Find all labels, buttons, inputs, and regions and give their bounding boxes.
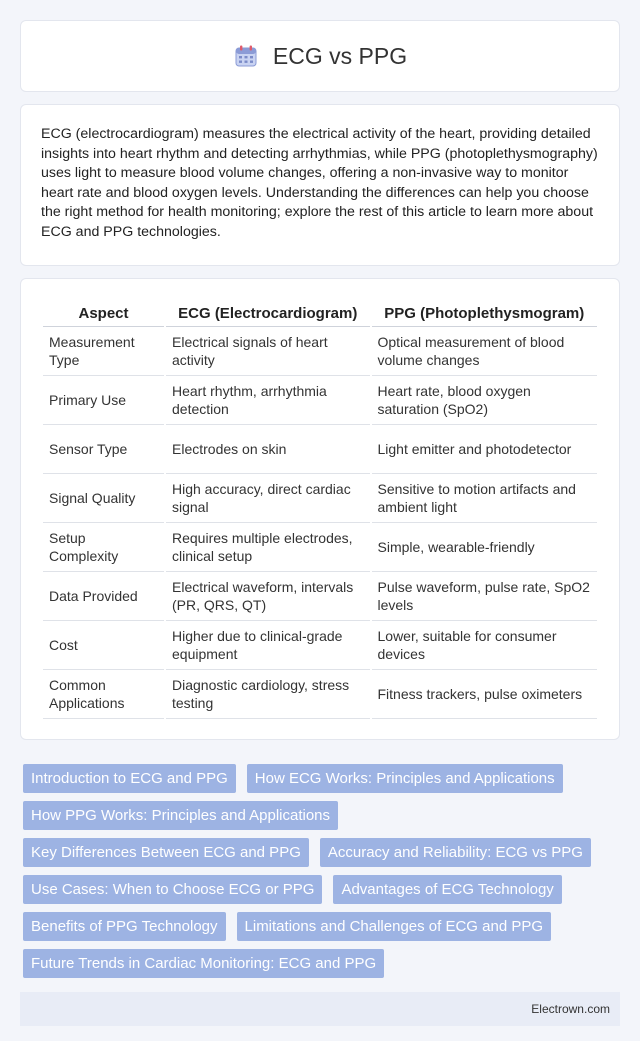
topic-link[interactable]: Accuracy and Reliability: ECG vs PPG — [320, 838, 591, 867]
topic-link[interactable]: Benefits of PPG Technology — [23, 912, 226, 941]
topic-link[interactable]: Advantages of ECG Technology — [333, 875, 561, 904]
cell-aspect: Primary Use — [43, 376, 164, 425]
cell-aspect: Signal Quality — [43, 474, 164, 523]
cell-ecg: Electrical signals of heart activity — [166, 327, 370, 376]
cell-ecg: Heart rhythm, arrhythmia detection — [166, 376, 370, 425]
topic-link[interactable]: Limitations and Challenges of ECG and PPG — [237, 912, 552, 941]
intro-section — [20, 104, 620, 266]
topic-link[interactable]: How PPG Works: Principles and Applications — [23, 801, 338, 830]
page-header — [20, 20, 620, 92]
cell-ppg: Sensitive to motion artifacts and ambient light — [372, 474, 598, 523]
topic-link[interactable]: How ECG Works: Principles and Applications — [247, 764, 563, 793]
page-title: ECG vs PPG — [272, 42, 408, 69]
column-header-ecg: ECG (Electrocardiogram) — [166, 299, 370, 327]
intro-text: ECG (electrocardiogram) measures the electrical activity of the heart, providing detailed insights into heart rhythm and detecting arrhythmias, while PPG (photoplethysmography) uses light to measure blood volume changes, offering a non-invasive way to monitor heart rate and blood oxygen levels. Understanding the differences can help you choose the right method for health monitoring; explore the rest of this article to learn more about ECG and PPG technologies. — [41, 126, 598, 240]
table-row — [43, 572, 597, 621]
table-header-row — [43, 299, 597, 327]
cell-aspect: Sensor Type — [43, 425, 164, 474]
cell-ppg: Lower, suitable for consumer devices — [372, 621, 598, 670]
cell-ppg: Light emitter and photodetector — [372, 425, 598, 474]
cell-ppg: Simple, wearable-friendly — [372, 523, 598, 572]
footer — [20, 992, 620, 1026]
cell-aspect: Common Applications — [43, 670, 164, 719]
table-row — [43, 327, 597, 376]
cell-ecg: Diagnostic cardiology, stress testing — [166, 670, 370, 719]
topic-link[interactable]: Use Cases: When to Choose ECG or PPG — [23, 875, 322, 904]
table-row — [43, 621, 597, 670]
calendar-icon — [233, 43, 259, 69]
cell-aspect: Measurement Type — [43, 327, 164, 376]
topic-link[interactable]: Future Trends in Cardiac Monitoring: ECG and PPG — [23, 949, 384, 978]
cell-ecg: Higher due to clinical-grade equipment — [166, 621, 370, 670]
cell-aspect: Data Provided — [43, 572, 164, 621]
column-header-ppg: PPG (Photoplethysmogram) — [372, 299, 598, 327]
comparison-table — [41, 299, 599, 719]
cell-ppg: Pulse waveform, pulse rate, SpO2 levels — [372, 572, 598, 621]
table-row — [43, 425, 597, 474]
cell-aspect: Setup Complexity — [43, 523, 164, 572]
footer-site[interactable]: Electrown.com — [531, 1001, 610, 1016]
comparison-table-card — [20, 278, 620, 740]
table-row — [43, 670, 597, 719]
cell-ppg: Optical measurement of blood volume changes — [372, 327, 598, 376]
cell-ecg: Requires multiple electrodes, clinical setup — [166, 523, 370, 572]
cell-ecg: High accuracy, direct cardiac signal — [166, 474, 370, 523]
column-header-aspect: Aspect — [43, 299, 164, 327]
topic-link[interactable]: Introduction to ECG and PPG — [23, 764, 236, 793]
cell-ecg: Electrodes on skin — [166, 425, 370, 474]
topic-links — [0, 764, 640, 978]
topic-link[interactable]: Key Differences Between ECG and PPG — [23, 838, 309, 867]
cell-ecg: Electrical waveform, intervals (PR, QRS, QT) — [166, 572, 370, 621]
cell-aspect: Cost — [43, 621, 164, 670]
table-row — [43, 376, 597, 425]
table-row — [43, 523, 597, 572]
cell-ppg: Heart rate, blood oxygen saturation (SpO2) — [372, 376, 598, 425]
table-row — [43, 474, 597, 523]
cell-ppg: Fitness trackers, pulse oximeters — [372, 670, 598, 719]
